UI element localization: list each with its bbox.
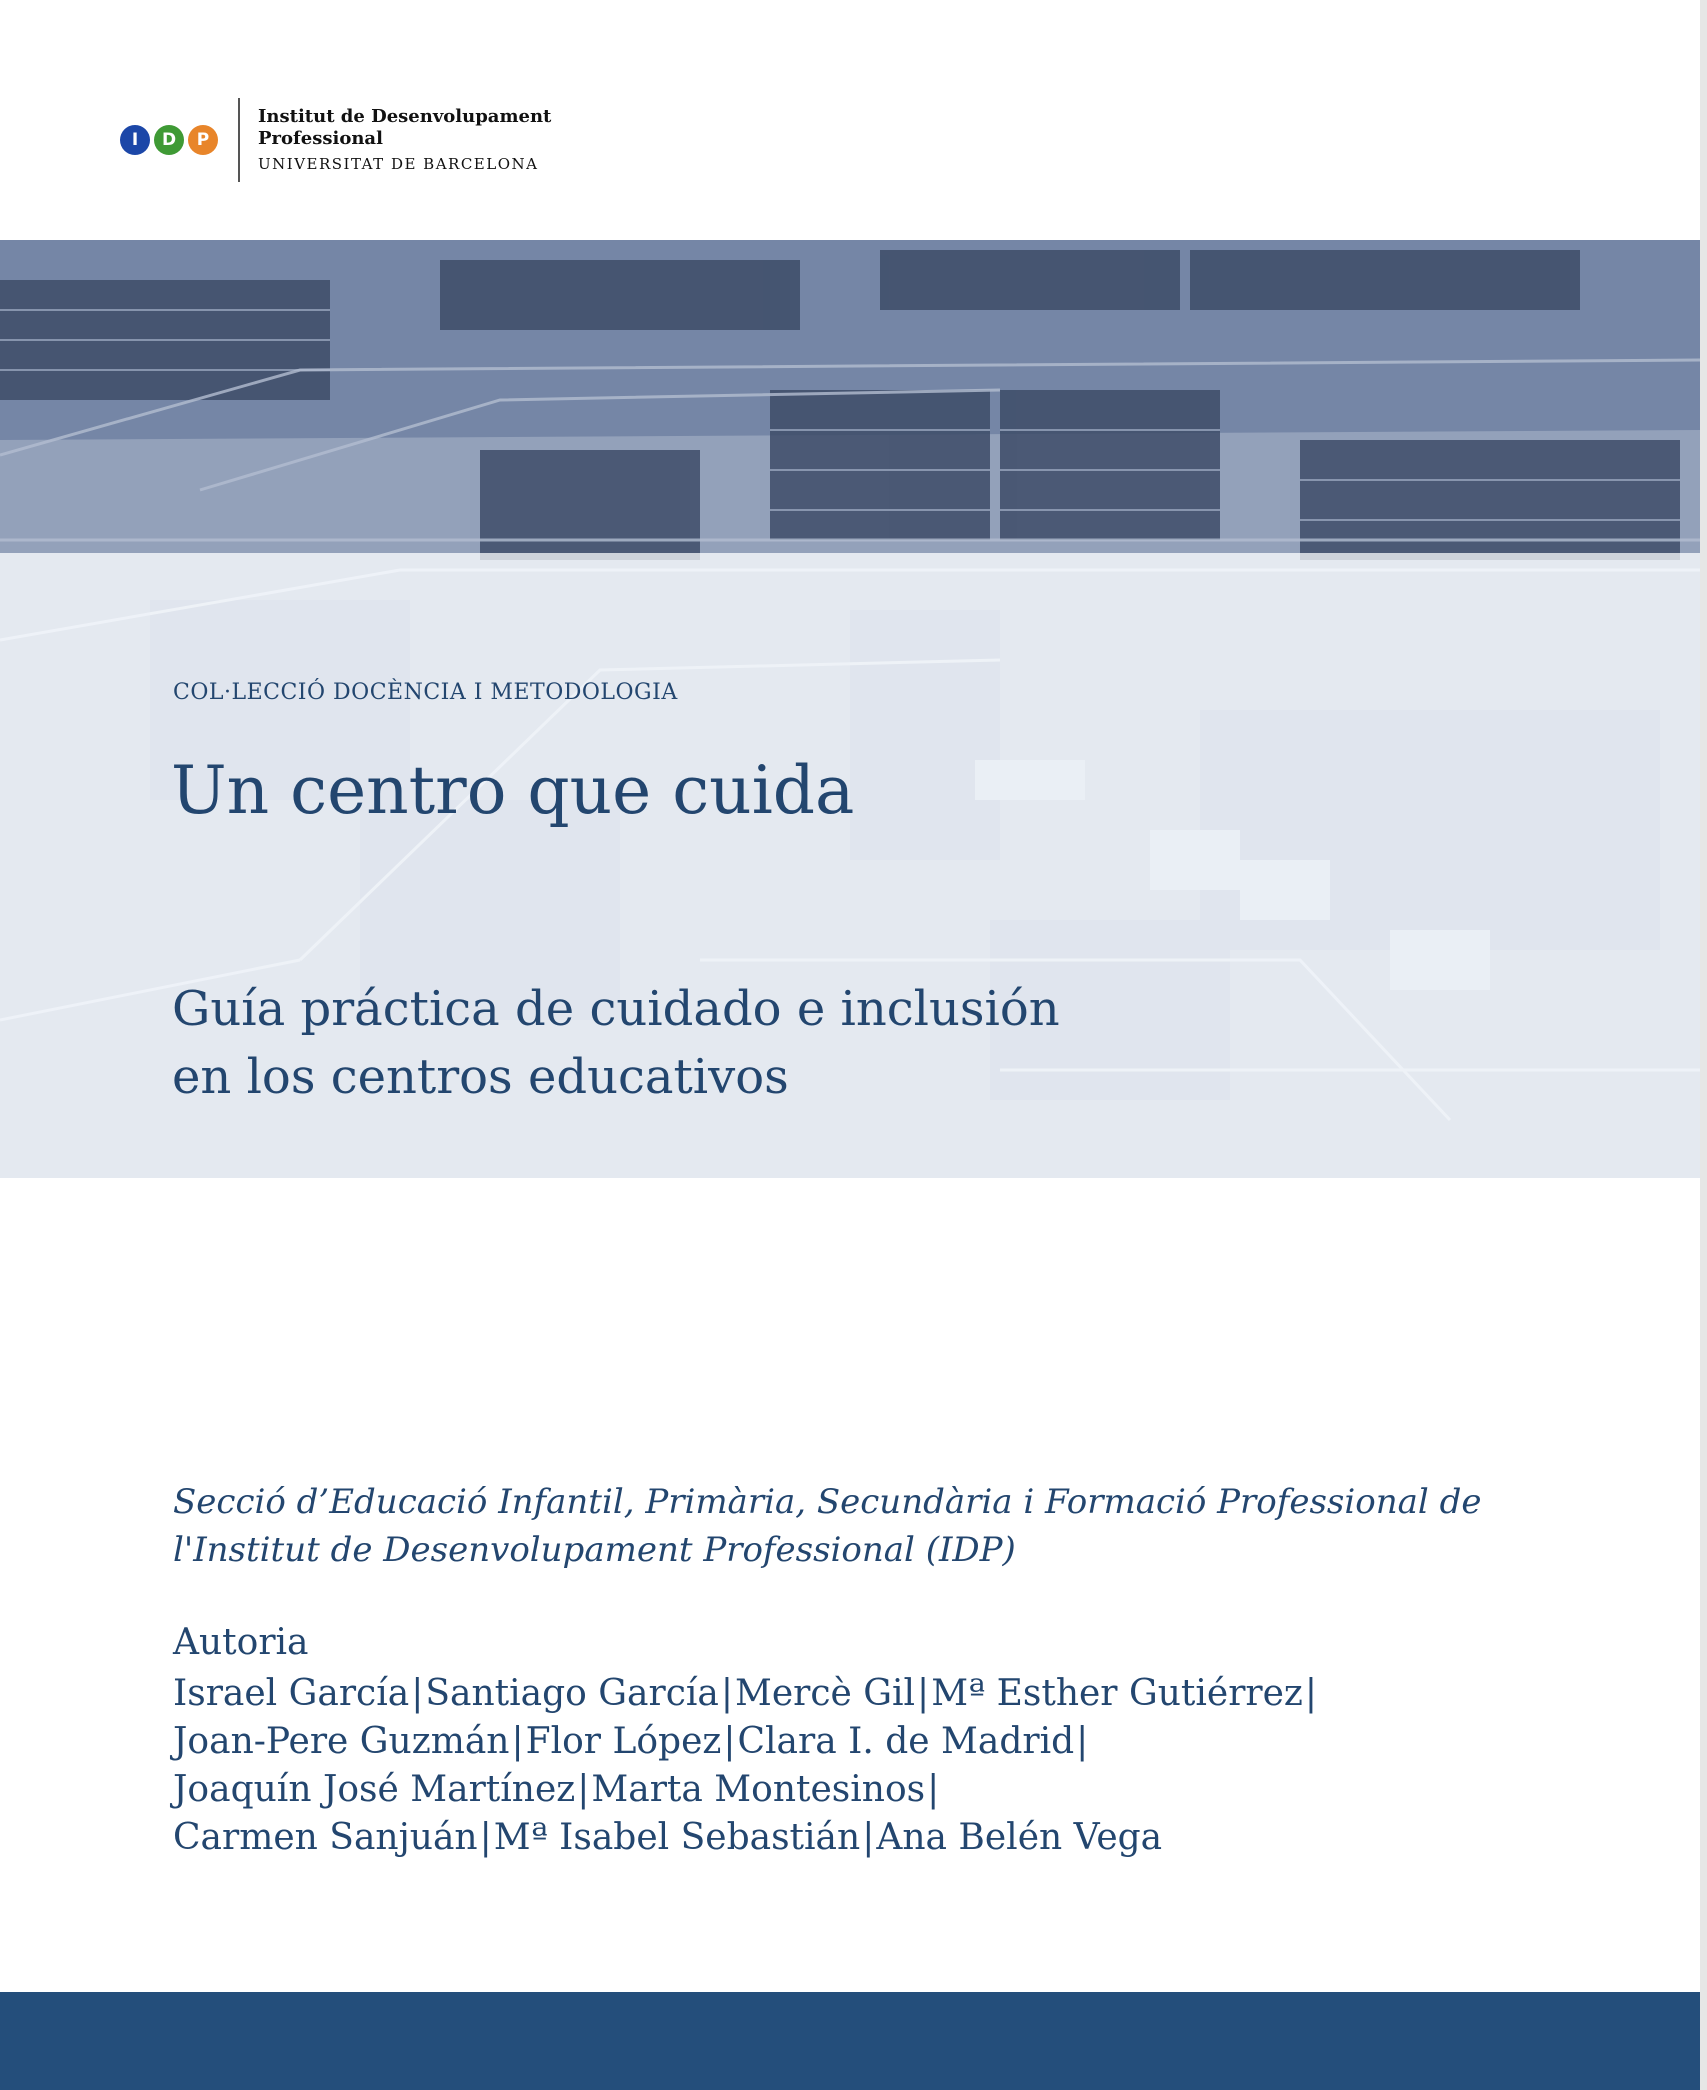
logo-mark xyxy=(120,125,218,155)
idp-logo xyxy=(120,98,551,182)
author-line xyxy=(173,1718,1573,1766)
author-line xyxy=(173,1670,1573,1718)
author-name: Carmen Sanjuán xyxy=(173,1817,478,1858)
author-separator: | xyxy=(479,1817,492,1858)
subtitle-line-2: en los centros educativos xyxy=(172,1049,789,1105)
author-separator: | xyxy=(511,1721,524,1762)
author-name: Joan-Pere Guzmán xyxy=(173,1721,510,1762)
author-separator: | xyxy=(927,1769,940,1810)
author-separator: | xyxy=(917,1673,930,1714)
book-subtitle xyxy=(172,975,1472,1111)
author-name: Joaquín José Martínez xyxy=(173,1769,576,1810)
authors-heading: Autoria xyxy=(173,1622,309,1663)
logo-divider xyxy=(238,98,240,182)
photo-top-tint xyxy=(0,240,1700,553)
author-separator: | xyxy=(1076,1721,1089,1762)
logo-institute-line1: Institut de Desenvolupament xyxy=(258,105,552,127)
author-separator: | xyxy=(862,1817,875,1858)
author-separator: | xyxy=(411,1673,424,1714)
author-line xyxy=(173,1814,1573,1862)
section-line-2: l'Institut de Desenvolupament Professional (IDP) xyxy=(173,1530,1016,1570)
book-title: Un centro que cuida xyxy=(171,752,855,829)
author-line xyxy=(173,1766,1573,1814)
author-name: Santiago García xyxy=(425,1673,719,1714)
logo-dot-d: D xyxy=(154,125,184,155)
author-separator: | xyxy=(1304,1673,1318,1714)
author-separator: | xyxy=(577,1769,590,1810)
section-line-1: Secció d’Educació Infantil, Primària, Secundària i Formació Professional de xyxy=(173,1482,1482,1522)
section-credit xyxy=(173,1478,1573,1574)
page-edge xyxy=(1700,0,1707,2090)
logo-dot-i: I xyxy=(120,125,150,155)
authors-list xyxy=(173,1670,1573,1862)
footer-bar xyxy=(0,1992,1700,2090)
author-name: Mª Esther Gutiérrez xyxy=(931,1673,1303,1714)
author-name: Mercè Gil xyxy=(734,1673,916,1714)
author-name: Mª Isabel Sebastián xyxy=(493,1817,861,1858)
author-separator: | xyxy=(720,1673,733,1714)
author-separator: | xyxy=(723,1721,736,1762)
author-name: Marta Montesinos xyxy=(591,1769,926,1810)
logo-text xyxy=(258,106,551,175)
subtitle-line-1: Guía práctica de cuidado e inclusión xyxy=(172,981,1060,1037)
collection-label: COL·LECCIÓ DOCÈNCIA I METODOLOGIA xyxy=(173,680,678,705)
author-name: Flor López xyxy=(525,1721,722,1762)
logo-university: UNIVERSITAT DE BARCELONA xyxy=(258,154,539,173)
author-name: Ana Belén Vega xyxy=(876,1817,1163,1858)
logo-institute-line2: Professional xyxy=(258,127,383,149)
logo-dot-p: P xyxy=(188,125,218,155)
author-name: Clara I. de Madrid xyxy=(737,1721,1075,1762)
author-name: Israel García xyxy=(173,1673,410,1714)
